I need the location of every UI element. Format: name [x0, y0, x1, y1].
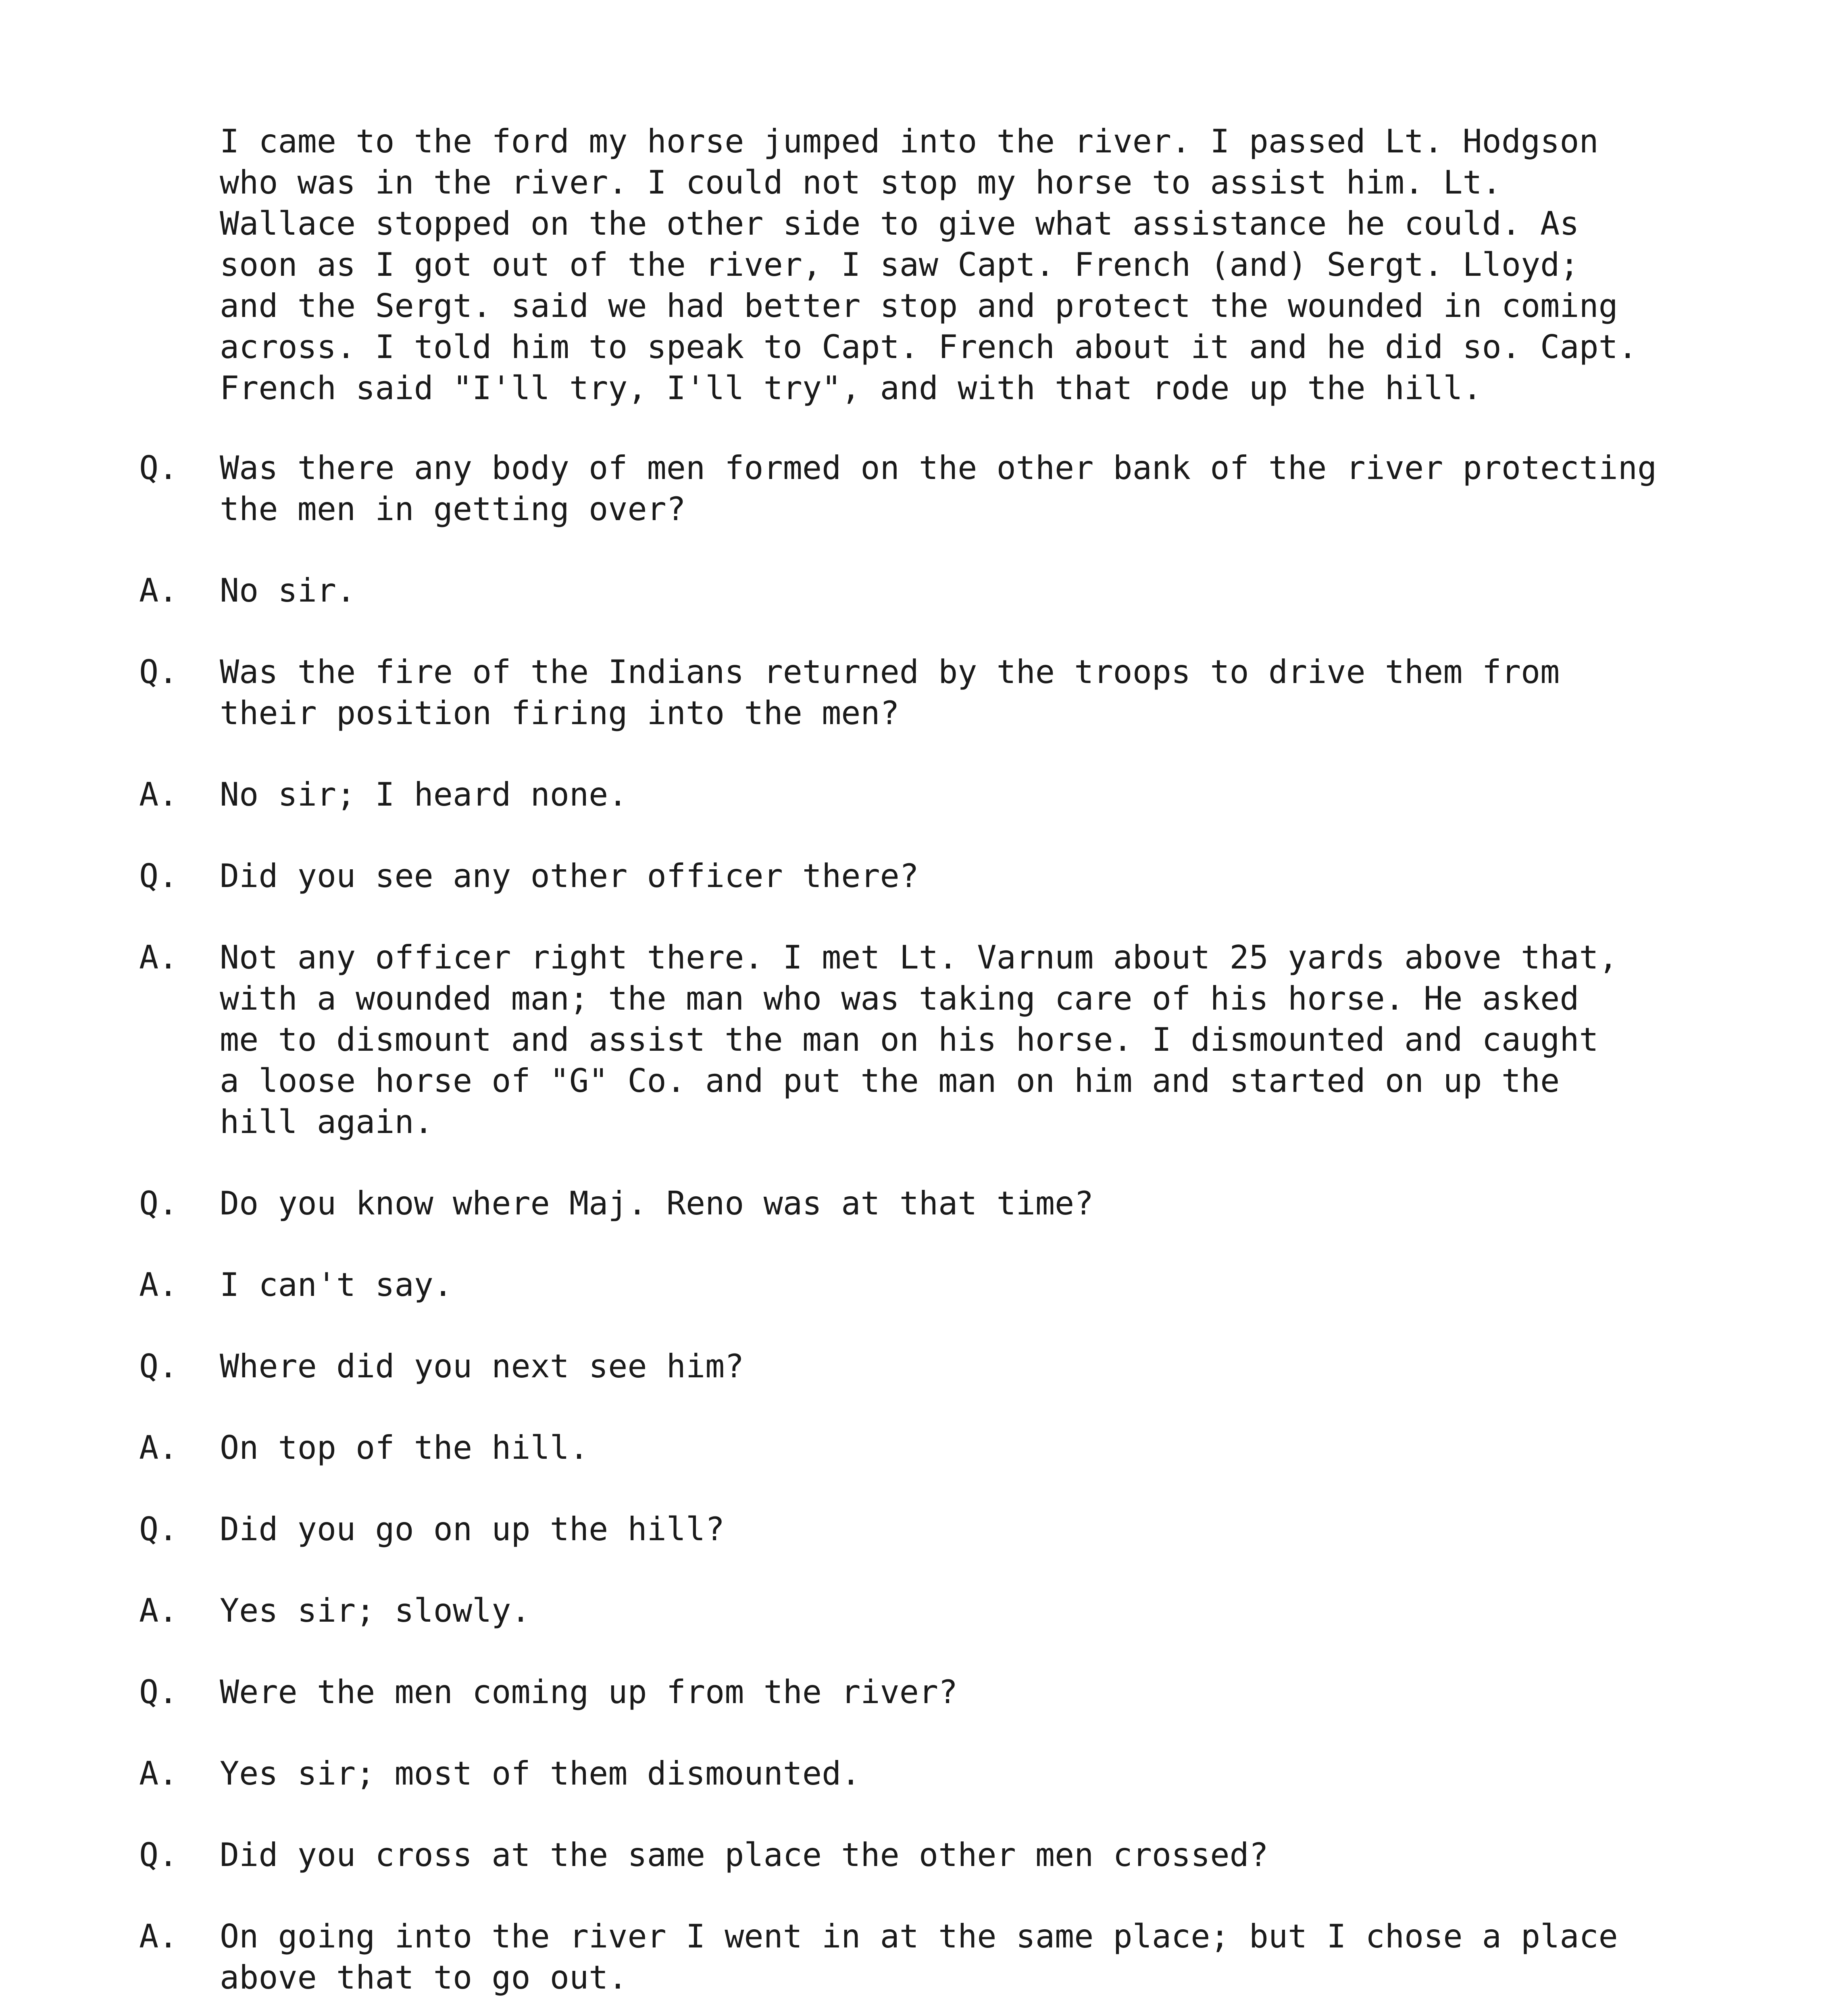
entry-label: Q.	[139, 857, 178, 895]
testimony-entry	[0, 570, 1843, 611]
testimony-entry	[0, 856, 1843, 897]
entry-text: Did you go on up the hill?	[220, 1510, 725, 1548]
entry-label: A.	[139, 1918, 178, 1955]
intro-paragraph: I came to the ford my horse jumped into the river. I passed Lt. Hodgson who was in the river. I could not stop my horse to assist him. Lt. Wallace stopped on the other side to give what assistance he could. As soon as I got out of the river, I saw Capt. French (and) Sergt. Lloyd; and the Sergt. said we had better stop and protect the wounded in coming across. I told him to speak to Capt. French about it and he did so. Capt. French said "I'll try, I'll try", and with that rode up the hill.	[220, 123, 1637, 407]
entry-text: Do you know where Maj. Reno was at that time?	[220, 1185, 1094, 1222]
entry-label: Q.	[139, 1673, 178, 1711]
entry-text: I can't say.	[220, 1266, 453, 1304]
testimony-list	[0, 448, 1843, 2016]
testimony-entry	[0, 1835, 1843, 1876]
testimony-entry	[0, 1346, 1843, 1387]
entry-label: Q.	[139, 1185, 178, 1222]
entry-label: Q.	[139, 653, 178, 691]
entry-label: A.	[139, 1429, 178, 1466]
entry-text: Were the men coming up from the river?	[220, 1673, 958, 1711]
entry-text: On top of the hill.	[220, 1429, 589, 1466]
entry-label: A.	[139, 1592, 178, 1629]
testimony-entry	[0, 1183, 1843, 1224]
testimony-entry	[0, 448, 1843, 530]
entry-label: A.	[139, 1266, 178, 1304]
entry-text: Was the fire of the Indians returned by the troops to drive them from their position firing into the men?	[220, 653, 1560, 732]
testimony-entry	[0, 652, 1843, 734]
testimony-entry	[0, 1590, 1843, 1631]
testimony-entry	[0, 1672, 1843, 1713]
entry-label: Q.	[139, 1836, 178, 1874]
testimony-entry	[0, 1427, 1843, 1468]
entry-text: Did you cross at the same place the other men crossed?	[220, 1836, 1268, 1874]
entry-label: Q.	[139, 1510, 178, 1548]
entry-text: Did you see any other officer there?	[220, 857, 919, 895]
testimony-entry	[0, 1264, 1843, 1306]
testimony-entry	[0, 1509, 1843, 1550]
entry-text: On going into the river I went in at the same place; but I chose a place above that to go out.	[220, 1918, 1618, 1996]
entry-label: A.	[139, 776, 178, 813]
testimony-entry	[0, 1916, 1843, 1998]
entry-text: Yes sir; slowly.	[220, 1592, 531, 1629]
entry-text: Was there any body of men formed on the other bank of the river protecting the men in getting over?	[220, 449, 1657, 528]
entry-text: Where did you next see him?	[220, 1347, 744, 1385]
testimony-entry	[0, 937, 1843, 1143]
entry-label: Q.	[139, 449, 178, 487]
testimony-entry	[0, 1753, 1843, 1794]
entry-label: A.	[139, 572, 178, 609]
entry-text: No sir.	[220, 572, 356, 609]
entry-text: Yes sir; most of them dismounted.	[220, 1755, 861, 1792]
entry-label: A.	[139, 939, 178, 976]
entry-label: Q.	[139, 1347, 178, 1385]
entry-label: A.	[139, 1755, 178, 1792]
entry-text: No sir; I heard none.	[220, 776, 628, 813]
entry-text: Not any officer right there. I met Lt. Varnum about 25 yards above that, with a wounded man; the man who was taking care of his horse. He asked me to dismount and assist the man on his horse. I dismounted and caught a loose horse of "G" Co. and put the man on him and started on up the hill again.	[220, 939, 1618, 1141]
testimony-entry	[0, 774, 1843, 815]
